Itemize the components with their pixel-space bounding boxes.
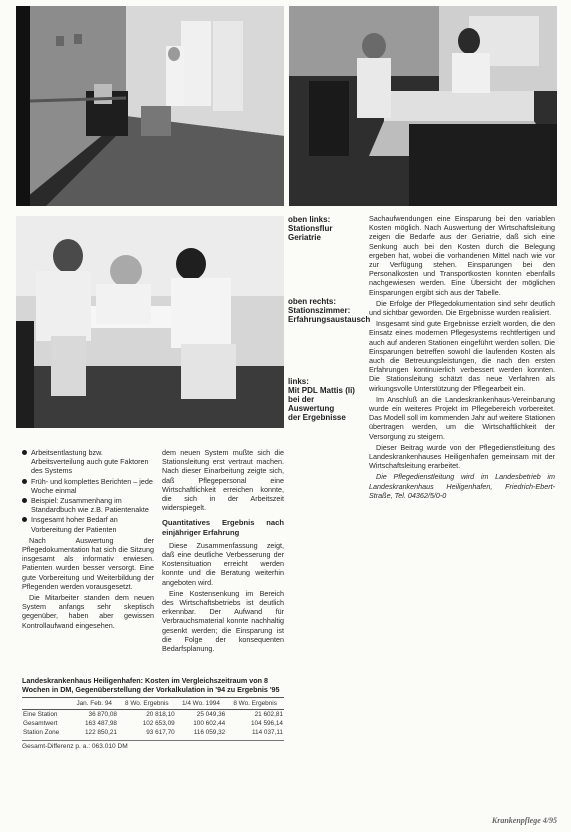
table-cell: 163 487,98	[84, 720, 117, 727]
table-cell: 25 049,36	[196, 711, 226, 718]
caption-top-left: oben links: Stationsflur Geriatrie	[288, 215, 333, 242]
table-cell: 116 059,32	[193, 729, 226, 736]
paragraph: Im Anschluß an die Landeskrankenhaus-Vereinbarung wurde ein weiteres Projekt im Pflegebereich vorbereitet. Das Modell soll im kommenden Jahr auf weitere Stationen übertragen werden, um die Wirtschaftlichkeit der Versorgung zu steigern.	[369, 394, 555, 441]
bullet-item: Arbeitsentlastung bzw. Arbeitsverteilung auch gute Faktoren des Systems	[22, 448, 154, 476]
row-label: Eine Station	[23, 711, 58, 718]
paragraph: Die Erfolge der Pflegedokumentation sind sehr deutlich und sichtbar geworden. Die Ergebnisse wurden realisiert.	[369, 298, 555, 318]
paragraph: Eine Kostensenkung im Bereich des Wirtschaftsbetriebs ist deutlich erkennbar. Der Aufwand für Verbrauchsmaterial konnte nachhaltig gesenkt werden; die Einsparung ist die Folge der konsequenten Bedarfsplanung.	[162, 588, 284, 654]
table-cell: 100 602,44	[193, 720, 226, 727]
photo-evaluation-meeting	[16, 216, 284, 428]
paragraph: Die Mitarbeiter standen dem neuen System anfangs sehr skeptisch gegenüber, haben aber gewissen Kontrollaufwand eingesehen.	[22, 593, 154, 630]
paragraph: Dieser Beitrag wurde von der Pflegedienstleitung des Landeskrankenhauses Heiligenhafen gemeinsam mit der Wirtschaftsleitung erarbeitet.	[369, 442, 555, 471]
bullet-icon	[22, 479, 27, 484]
row-label: Gesamtwert	[23, 720, 58, 727]
table-cell: 21 602,81	[254, 711, 283, 718]
bullet-icon	[22, 498, 27, 503]
photo-ward-corridor	[16, 6, 284, 206]
paragraph: Sachaufwendungen eine Einsparung bei den variablen Kosten möglich. Nach Auswertung der Wirtschaftsleitung zeigen die Bedarfe aus der Geriatrie, daß sich eine Senkung auch bei den Kosten durch die Belegung ergeben hat, wobei die vorhandenen Mittel nach wie vor zur Verfügung stehen. Einsparungen bei den Personalkosten und Transportkosten konnten ebenfalls nachgewiesen werden. Eine Übersicht der möglichen Einsparungen ergibt sich aus der Tabelle.	[369, 214, 555, 297]
paragraph: Diese Zusammenfassung zeigt, daß eine deutliche Verbesserung der Kostensituation erreicht werden konnte und die Beratung weiterhin angeboten wird.	[162, 540, 284, 587]
column-header: 8 Wo. Ergebnis	[118, 698, 176, 710]
article-middle-column	[162, 448, 284, 670]
table-cell: 36 870,08	[88, 711, 117, 718]
paragraph: Insgesamt sind gute Ergebnisse erzielt worden, die den Einsatz eines modernen Pflegesystems rechtfertigen und auch auf anderen Stationen eingeführt werden sollen. Die Einsparungen betreffen sowohl die laufenden Kosten als auch die Betreuungsleistungen, die nach den ersten Erfahrungen kontinuierlich verbessert werden konnten. Die Stationsleitung schätzt das neue Verfahren als wirkungsvolle Unterstützung der Pflegearbeit ein.	[369, 319, 555, 393]
table-row	[22, 728, 284, 737]
bullet-item: Beispiel: Zusammenhang im Standardbuch wie z.B. Patientenakte	[22, 496, 154, 514]
paragraph: Nach Auswertung der Pflegedokumentation hat sich die Sitzung insgesamt als informativ erwiesen. Patienten wurden besser versorgt. Eine gute Vorbereitung und Weiterbildung der Pflegenden werden vorausgesetzt.	[22, 535, 154, 591]
table-title: Landeskrankenhaus Heiligenhafen: Kosten im Vergleichszeitraum von 8 Wochen in DM, Gegenüberstellung der Vorkalkulation in '94 zu Ergebnis '95	[22, 676, 280, 694]
photo-station-room	[289, 6, 557, 206]
table-total: Gesamt-Differenz p. a.: 063.010 DM	[22, 740, 284, 750]
bullet-icon	[22, 450, 27, 455]
row-label: Station Zone	[23, 729, 60, 736]
table-cell: 114 037,11	[251, 729, 283, 736]
paragraph: dem neuen System mußte sich die Stationsleitung erst vertraut machen. Nach dieser Einarbeitung zeigte sich, daß Pflegepersonal eine Wirtschaftlichkeit erreichen konnte, die sich in der Arbeitszeit widerspiegelt.	[162, 448, 284, 513]
table-cell: 122 850,21	[84, 729, 117, 736]
page-signature: Krankenpflege 4/95	[491, 816, 557, 825]
table-cell: 20 818,10	[146, 711, 175, 718]
section-subhead: Quantitatives Ergebnis nach einjähriger Erfahrung	[162, 518, 284, 537]
column-header: Jan. Feb. 94	[70, 698, 118, 710]
table	[22, 697, 284, 737]
closing-note: Die Pflegedienstleitung wird im Landesbetrieb im Landeskrankenhaus Heiligenhafen, Friedrich-Ebert-Straße, Tel. 04362/5/0-0	[369, 472, 555, 500]
table-cell: 102 653,09	[142, 720, 175, 727]
bullet-item: Insgesamt hoher Bedarf an Vorbereitung der Patienten	[22, 515, 154, 533]
bullet-icon	[22, 517, 27, 522]
cost-comparison-table	[22, 676, 284, 750]
table-cell: 93 617,70	[146, 729, 175, 736]
article-right-column	[369, 214, 555, 810]
table-cell: 104 596,14	[251, 720, 283, 727]
table-row	[22, 710, 284, 720]
column-header: 1/4 Wo. 1994	[176, 698, 227, 710]
column-header	[22, 698, 70, 710]
caption-top-right: oben rechts: Stationszimmer: Erfahrungsaustausch	[288, 297, 371, 324]
table-header-row	[22, 698, 284, 710]
article-left-column	[22, 448, 154, 670]
caption-bottom: links: Mit PDL Mattis (li) bei der Auswertung der Ergebnisse	[288, 377, 355, 422]
bullet-item: Früh- und komplettes Berichten – jede Woche einmal	[22, 477, 154, 495]
column-header: 8 Wo. Ergebnis	[226, 698, 284, 710]
table-row	[22, 719, 284, 728]
